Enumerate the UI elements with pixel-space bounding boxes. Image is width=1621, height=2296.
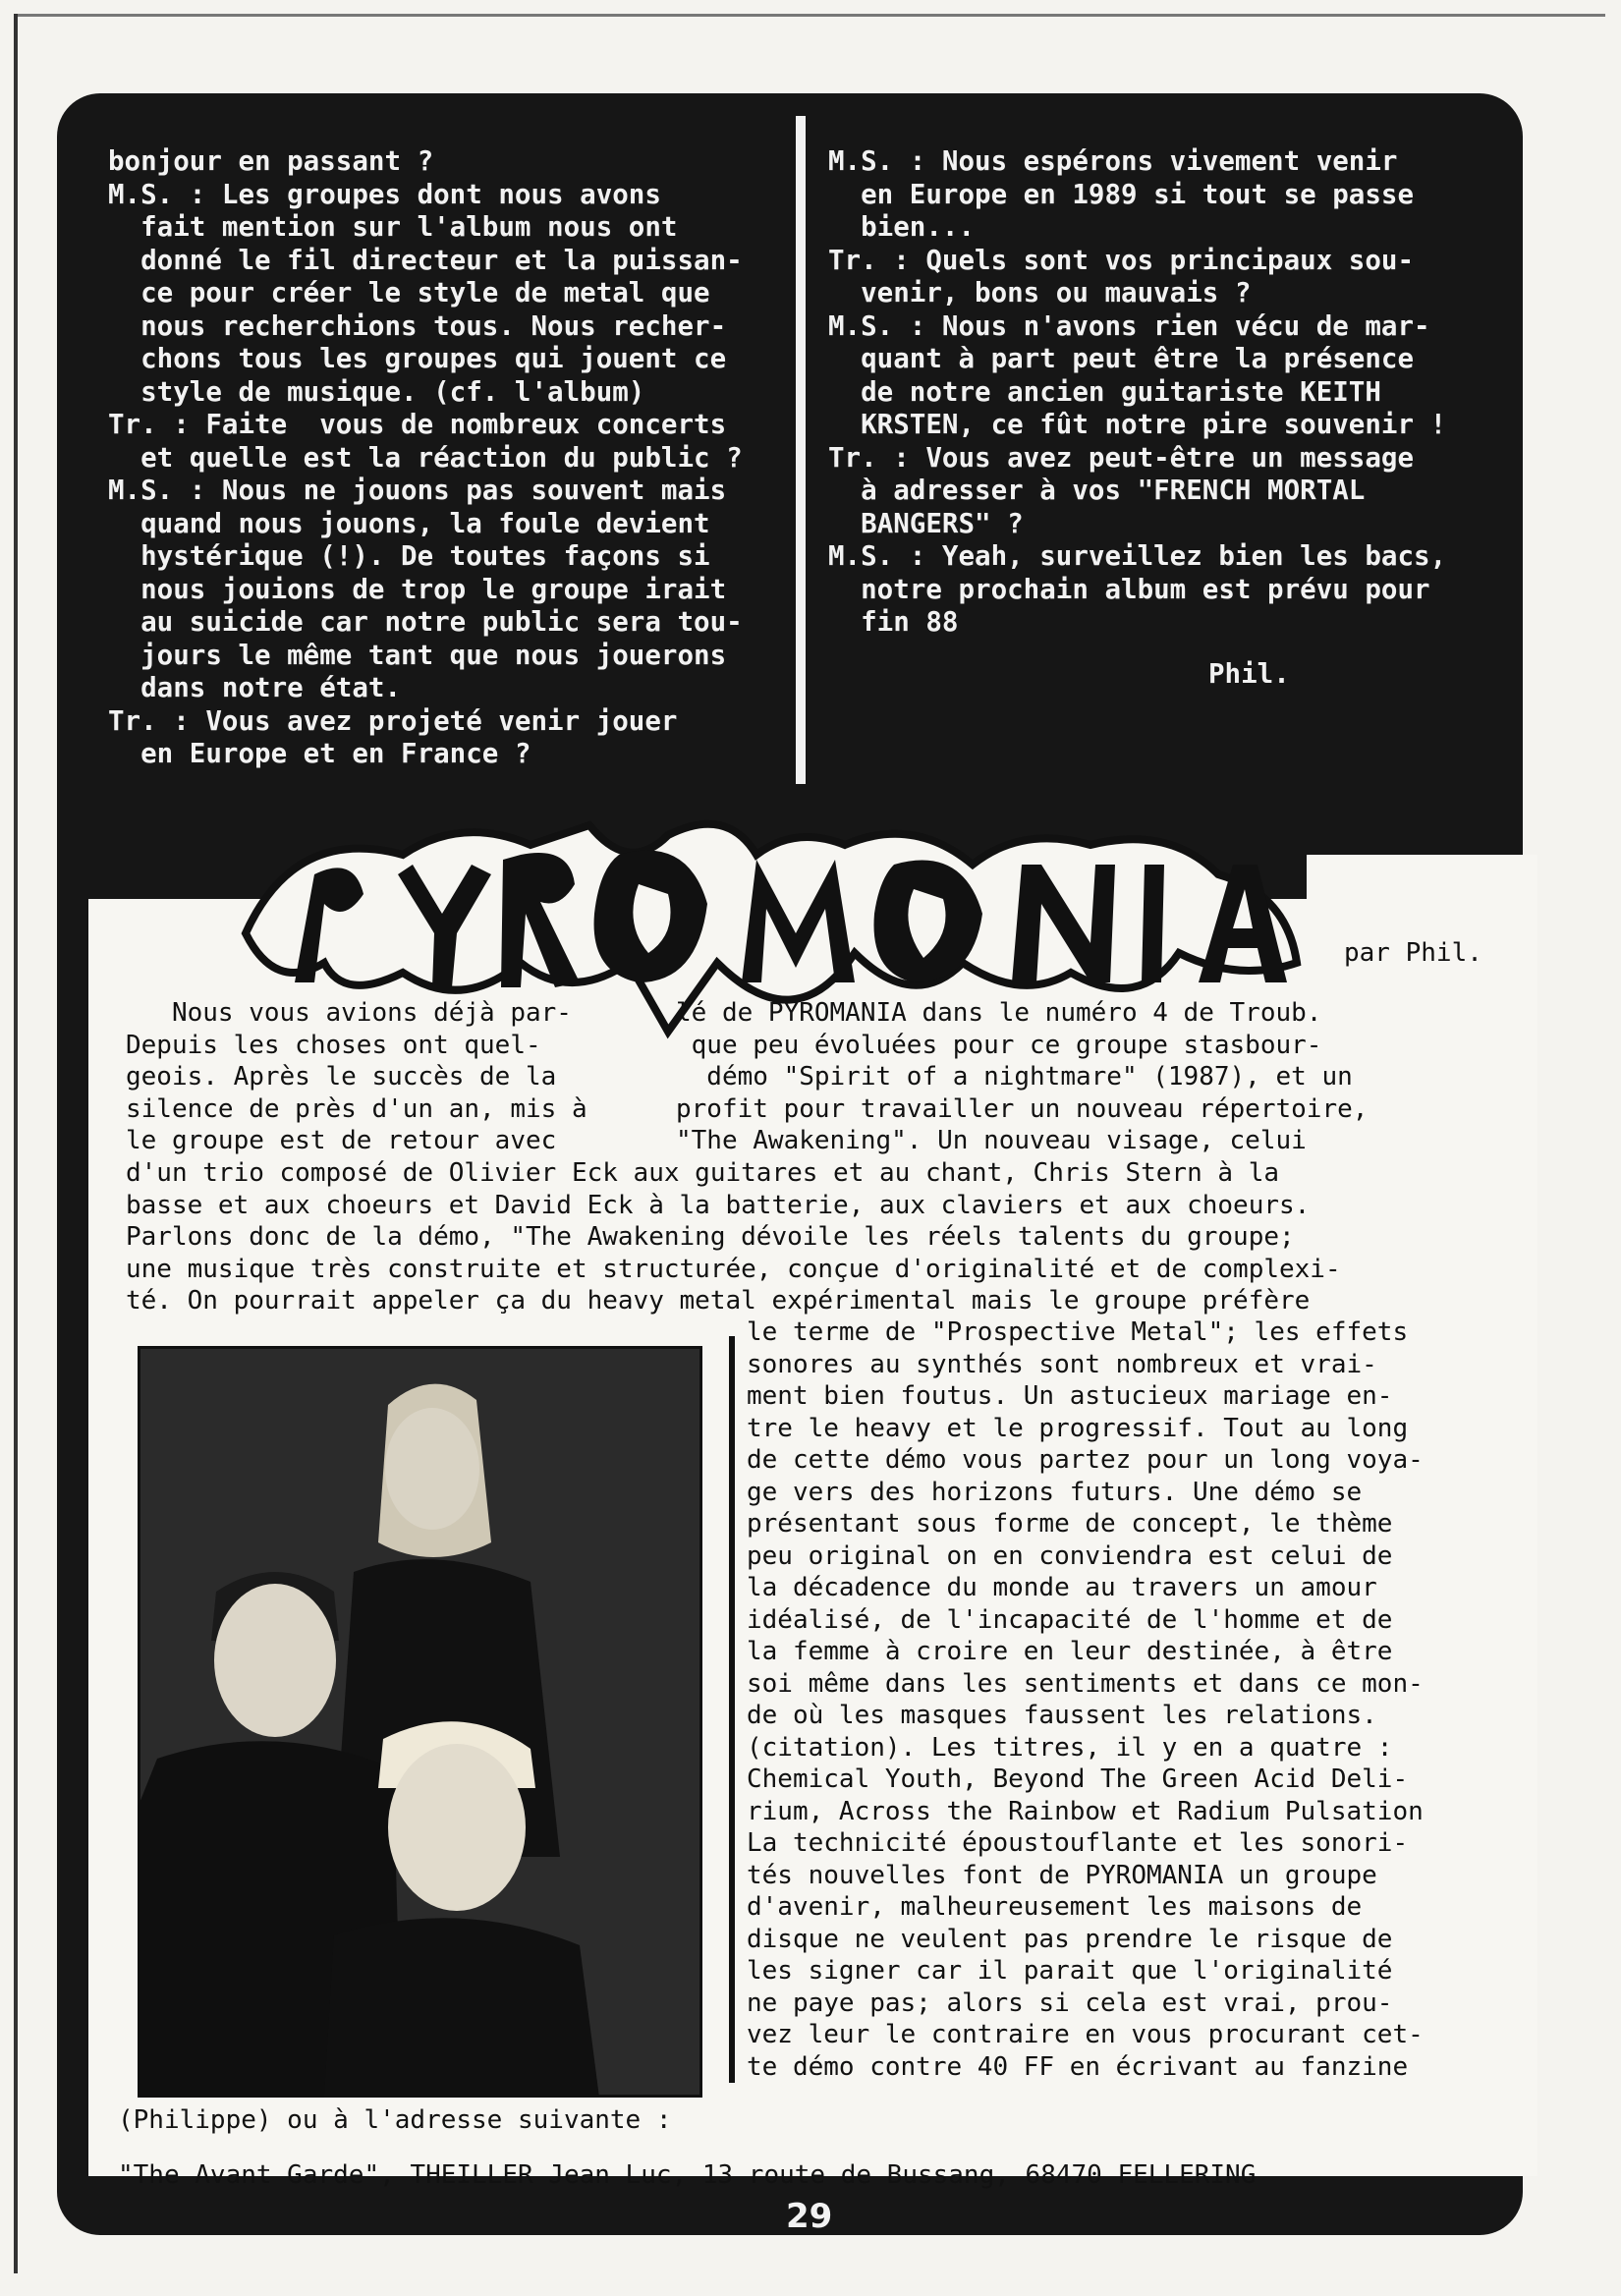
interview-signature: Phil.: [1208, 658, 1290, 690]
byline: par Phil.: [1344, 938, 1482, 968]
closing-line: (Philippe) ou à l'adresse suivante :: [118, 2105, 672, 2135]
page-number: 29: [786, 2197, 833, 2236]
fanzine-address: "The Avant Garde", THEILLER Jean Luc, 13 route de Bussang, 68470 FELLERING: [118, 2160, 1257, 2190]
intro-left-text: Nous vous avions déjà par- Depuis les choses ont quel- geois. Après le succès de la silence de près d'un an, mis à le groupe est de retour avec: [126, 998, 587, 1155]
page-top-edge: [14, 14, 1605, 17]
photo-side-rule: [729, 1336, 735, 2083]
column-divider: [796, 116, 806, 784]
page-left-edge: [14, 14, 18, 2273]
side-column-text: le terme de "Prospective Metal"; les effets sonores au synthés sont nombreux et vrai- ment bien foutus. Un astucieux mariage en- tre le heavy et le progressif. Tout au long de cette démo vous partez pour un long voya- ge vers des horizons futurs. Une démo se présentant sous forme de concept, le thème peu original on en conviendra est celui de la décadence du monde au travers un amour idéalisé, de l'incapacité de l'homme et de la femme à croire en leur destinée, à être soi même dans les sentiments et dans ce mon- de où les masques faussent les relations. (citation). Les titres, il y en a quatre : Chemical Youth, Beyond The Green Acid Deli- rium, Across the Rainbow et Radium Pulsation La technicité époustouflante et les sonori- tés nouvelles font de PYROMANIA un groupe d'avenir, malheureusement les maisons de disque ne veulent pas prendre le risque de les signer car il parait que l'originalité ne paye pas; alors si cela est vrai, prou- vez leur le contraire en vous procurant cet- te démo contre 40 FF en écrivant au fanzine: [747, 1317, 1424, 2082]
interview-left-column: bonjour en passant ? M.S. : Les groupes dont nous avons fait mention sur l'album nous ont donné le fil directeur et la puissan- ce pour créer le style de metal que nous recherchions tous. Nous recher- chons tous les groupes qui jouent ce style de musique. (cf. l'album) Tr. : Faite vous de nombreux concerts et quelle est la réaction du public ? M.S. : Nous ne jouons pas souvent mais quand nous jouons, la foule devient hystérique (!). De toutes façons si nous jouions de trop le groupe irait au suicide car notre public sera tou- jours le même tant que nous jouerons dans notre état. Tr. : Vous avez projeté venir jouer en Europe et en France ?: [108, 145, 743, 769]
interview-right-column: M.S. : Nous espérons vivement venir en Europe en 1989 si tout se passe bien... Tr. : Quels sont vos principaux sou- venir, bons ou mauvais ? M.S. : Nous n'avons rien vécu de mar- quant à part peut être la présence de notre ancien guitariste KEITH KRSTEN, ce fût notre pire souvenir ! Tr. : Vous avez peut-être un message à adresser à vos "FRENCH MORTAL BANGERS" ? M.S. : Yeah, surveillez bien les bacs, notre prochain album est prévu pour fin 88: [828, 145, 1447, 638]
intro-right-text: lé de PYROMANIA dans le numéro 4 de Troub. que peu évoluées pour ce groupe stasbour- démo "Spirit of a nightmare" (1987), et un profit pour travailler un nouveau répertoire, "The Awakening". Un nouveau visage, celui: [676, 998, 1369, 1155]
band-photo: [138, 1346, 702, 2098]
article-panel-tab: [1307, 855, 1537, 914]
full-width-text: d'un trio composé de Olivier Eck aux guitares et au chant, Chris Stern à la basse et aux choeurs et David Eck à la batterie, aux claviers et aux choeurs. Parlons donc de la démo, "The Awakening dévoile les réels talents du groupe; une musique très construite et structurée, conçue d'originalité et de complexi- té. On pourrait appeler ça du heavy metal expérimental mais le groupe préfère: [126, 1158, 1341, 1316]
